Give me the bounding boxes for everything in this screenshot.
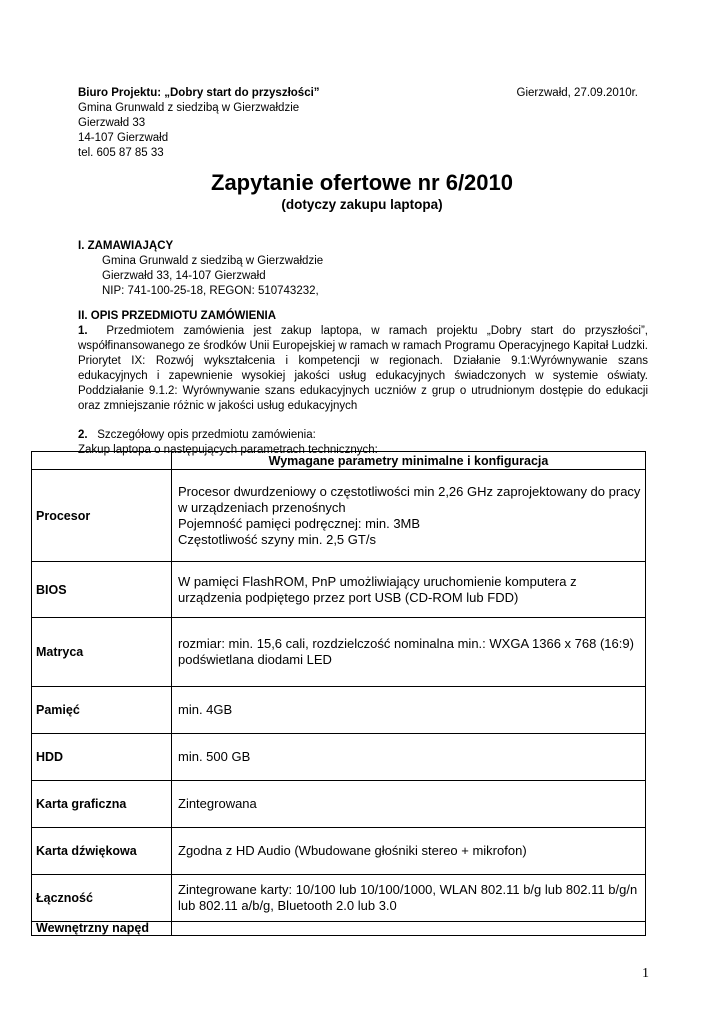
param-value <box>172 470 646 562</box>
document-title: Zapytanie ofertowe nr 6/2010 <box>211 170 513 195</box>
paragraph-2 <box>78 428 648 443</box>
table-row <box>32 734 646 781</box>
table-row <box>32 781 646 828</box>
section-opis <box>78 309 648 458</box>
param-value: Zgodna z HD Audio (Wbudowane głośniki stereo + mikrofon) <box>172 828 646 875</box>
param-name: Matryca <box>32 618 172 687</box>
param-name: Karta dźwiękowa <box>32 828 172 875</box>
table-header-row <box>32 452 646 470</box>
table-row <box>32 875 646 922</box>
header-office: Gmina Grunwald z siedzibą w Gierzwałdzie <box>78 102 300 114</box>
param-name: Łączność <box>32 875 172 922</box>
param-line: Częstotliwość szyny min. 2,5 GT/s <box>178 531 376 547</box>
paragraph-text: Przedmiotem zamówienia jest zakup laptopa, w ramach projektu „Dobry start do przyszłości”, współfinansowanego ze środków Unii Europejskiej w ramach w ramach Programu Operacyjnego Kapitał Ludzki. Priorytet IX: Rozwój wykształcenia i kompetencji w regionach. Działanie 9.1:Wyrównywanie szans edukacyjnych i zapewnienie wysokiej jakości usług edukacyjnych świadczonych w systemie oświaty. Poddziałanie 9.1.2: Wyrównywanie szans edukacyjnych uczniów z grup o utrudnionym dostępie do edukacji oraz zmniejszanie różnic w jakości usług edukacyjnych <box>78 325 648 412</box>
section-heading: II. OPIS PRZEDMIOTU ZAMÓWIENIA <box>78 310 277 322</box>
paragraph-sub: Zakup laptopa o następujących parametrach technicznych: <box>78 444 378 456</box>
param-name: Pamięć <box>32 687 172 734</box>
document-subtitle: (dotyczy zakupu laptopa) <box>281 197 443 212</box>
param-value: min. 4GB <box>172 687 646 734</box>
param-line: Procesor dwurdzeniowy o częstotliwości min 2,26 GHz zaprojektowany do pracy w urządzeniach przenośnych <box>178 483 641 515</box>
table-row <box>32 828 646 875</box>
param-name: BIOS <box>32 562 172 618</box>
header-phone: tel. 605 87 85 33 <box>78 147 164 159</box>
paragraph-1 <box>78 324 648 414</box>
table-row <box>32 562 646 618</box>
table-row <box>32 922 646 936</box>
table-header: Wymagane parametry minimalne i konfiguracja <box>172 452 646 470</box>
section-line: NIP: 741-100-25-18, REGON: 510743232, <box>102 285 319 297</box>
table-row <box>32 470 646 562</box>
param-value: min. 500 GB <box>172 734 646 781</box>
section-line: Gmina Grunwald z siedzibą w Gierzwałdzie <box>102 255 324 267</box>
param-value <box>172 922 646 936</box>
letter-header <box>78 86 638 161</box>
header-postcode: 14-107 Gierzwałd <box>78 132 169 144</box>
param-value: W pamięci FlashROM, PnP umożliwiający uruchomienie komputera z urządzenia podpiętego przez port USB (CD-ROM lub FDD) <box>172 562 646 618</box>
spec-table <box>31 451 646 936</box>
param-name: Procesor <box>32 470 172 562</box>
section-line: Gierzwałd 33, 14-107 Gierzwałd <box>102 270 266 282</box>
param-name: Karta graficzna <box>32 781 172 828</box>
param-name: Wewnętrzny napęd <box>32 922 172 936</box>
param-value: Zintegrowana <box>172 781 646 828</box>
table-row <box>32 618 646 687</box>
section-zamawiajacy <box>78 239 648 299</box>
table-row <box>32 687 646 734</box>
page-number: 1 <box>642 966 649 981</box>
param-name: HDD <box>32 734 172 781</box>
param-value: rozmiar: min. 15,6 cali, rozdzielczość nominalna min.: WXGA 1366 x 768 (16:9) podświetlana diodami LED <box>172 618 646 687</box>
section-heading: I. ZAMAWIAJĄCY <box>78 240 174 252</box>
param-line: Pojemność pamięci podręcznej: min. 3MB <box>178 515 421 531</box>
paragraph-number: 1. <box>78 325 88 337</box>
header-date: Gierzwałd, 27.09.2010r. <box>516 87 638 99</box>
header-street: Gierzwałd 33 <box>78 117 146 129</box>
paragraph-text: Szczegółowy opis przedmiotu zamówienia: <box>97 429 316 441</box>
paragraph-number: 2. <box>78 429 88 441</box>
header-project: Biuro Projektu: „Dobry start do przyszłości” <box>78 87 320 99</box>
param-value: Zintegrowane karty: 10/100 lub 10/100/1000, WLAN 802.11 b/g lub 802.11 b/g/n lub 802.11 a/b/g, Bluetooth 2.0 lub 3.0 <box>172 875 646 922</box>
